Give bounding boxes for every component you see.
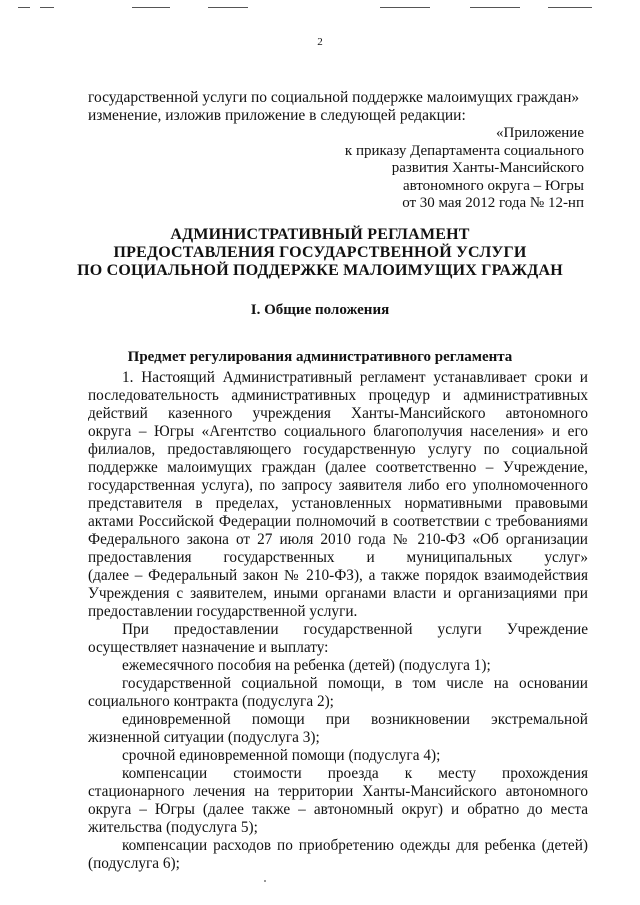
scan-artifact-line [40,7,54,8]
scan-artifact-line [548,7,592,8]
body-line: осуществляет назначение и выплату: [88,639,329,656]
body-line: ежемесячного пособия на ребенка (детей) (подуслуга 1); [122,657,491,674]
body-line: (далее – Федеральный закон № 210-ФЗ), а также порядок взаимодействия [88,567,588,584]
appendix-block [345,125,584,213]
body-line: предоставления государственных и муниципальных услуг» [88,549,588,566]
body-line: предоставлении государственной услуги. [88,603,358,620]
title-line: ПО СОЦИАЛЬНОЙ ПОДДЕРЖКЕ МАЛОИМУЩИХ ГРАЖДАН [77,262,563,279]
body-line: действий казенного учреждения Ханты-Мансийского автономного [88,405,588,422]
scan-artifact-line [208,7,248,8]
appendix-line: автономного округа – Югры [402,177,584,194]
appendix-line: к приказу Департамента социального [344,142,584,159]
body-line: стационарного лечения на территории Ханты-Мансийского автономного [88,783,588,800]
body-line: округа – Югры «Агентство социального благополучия населения» и его [88,423,588,440]
scan-speck [264,880,266,882]
body-line: актами Российской Федерации полномочий в соответствии с требованиями [88,513,588,530]
title-line: АДМИНИСТРАТИВНЫЙ РЕГЛАМЕНТ [170,226,470,243]
scan-artifact-line [132,7,170,8]
title-line: ПРЕДОСТАВЛЕНИЯ ГОСУДАРСТВЕННОЙ УСЛУГИ [113,244,527,261]
body-line: округа – Югры (далее также – автономный округ) и обратно до места [88,801,588,818]
body-line: жительства (подуслуга 5); [88,819,258,836]
body-line: филиалов, предоставляющего государственную услугу по социальной [88,441,588,458]
body-line: представителя в пределах, установленных нормативными правовыми [88,495,588,512]
appendix-line: «Приложение [495,125,584,141]
body-line: единовременной помощи при возникновении экстремальной [122,711,588,728]
body-line: (подуслуга 6); [88,855,180,872]
body-line: компенсации расходов по приобретению одежды для ребенка (детей) [122,837,588,854]
intro-line: государственной услуги по социальной поддержке малоимущих граждан» [88,89,580,106]
body-line: государственная услуга), по запросу заявителя либо его уполномоченного [88,477,588,494]
body-line: Федерального закона от 27 июля 2010 года № 210-ФЗ «Об организации [88,531,588,548]
appendix-line: от 30 мая 2012 года № 12-нп [402,195,584,211]
body-line: срочной единовременной помощи (подуслуга 4); [122,747,441,764]
subject-heading: Предмет регулирования административного регламента [127,349,513,365]
body-line: При предоставлении государственной услуги Учреждение [122,621,588,638]
scan-artifact-line [470,7,520,8]
body-line: поддержке малоимущих граждан (далее соответственно – Учреждение, [88,459,588,476]
body-line: последовательность административных процедур и административных [88,387,588,404]
body-line: компенсации стоимости проезда к месту прохождения [122,765,588,782]
body-line: 1. Настоящий Административный регламент устанавливает сроки и [122,369,588,386]
body-line: социального контракта (подуслуга 2); [88,693,334,710]
intro-line: изменение, изложив приложение в следующей редакции: [88,107,466,124]
scan-artifact-line [380,7,430,8]
appendix-line: развития Ханты-Мансийского [391,160,584,176]
body-line: жизненной ситуации (подуслуга 3); [88,729,320,746]
page-number: 2 [317,36,323,48]
section-heading: I. Общие положения [250,302,390,318]
body-line: государственной социальной помощи, в том числе на основании [122,675,588,692]
scan-artifact-line [18,7,30,8]
body-line: Учреждения с заявителем, иными органами власти и организациями при [88,585,588,602]
document-title [0,226,640,280]
